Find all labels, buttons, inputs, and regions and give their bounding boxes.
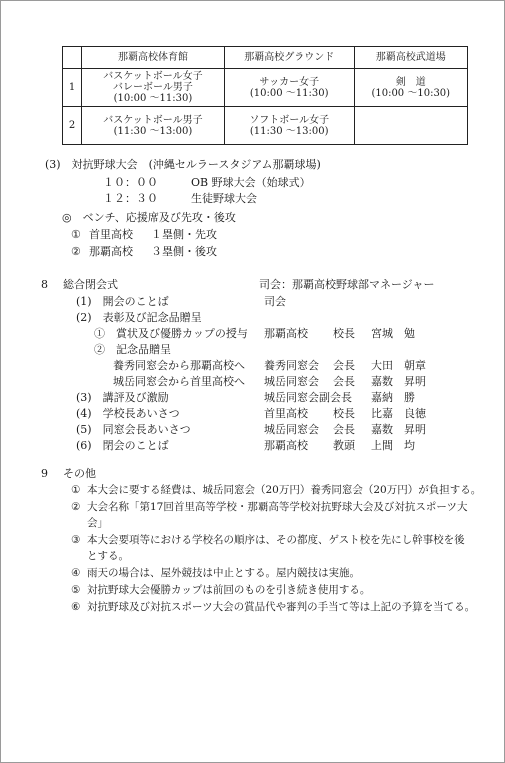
cell-line: (10:00 ～11:30) xyxy=(249,87,329,99)
cell-line: 剣 道 xyxy=(395,76,426,88)
note-text: 会」 xyxy=(87,517,108,529)
ceremony-item-col3: 会長 xyxy=(333,359,355,372)
note-text: 対抗野球大会優勝カップは前回のものを引き続き使用する。 xyxy=(87,584,371,596)
table-header-cell xyxy=(63,47,82,69)
ceremony-item-col4: 宮城 勉 xyxy=(371,327,415,340)
table-cell-num: 2 xyxy=(63,107,82,145)
ceremony-item-col4: 上間 均 xyxy=(371,439,415,452)
ceremony-item-col3: 会長 xyxy=(333,375,355,388)
note-mark: ⑤ xyxy=(71,584,81,596)
ceremony-item-col2: 那覇高校 xyxy=(264,439,308,452)
note-text: 本大会要項等における学校名の順序は、その都度、ゲスト校を先にし幹事校を後 xyxy=(87,534,465,546)
table-cell-ground xyxy=(224,69,354,107)
table-cell-gym xyxy=(82,69,225,107)
table-cell-dojo xyxy=(354,69,467,107)
ceremony-item-col2: 城岳同窓会 xyxy=(264,423,319,436)
table-cell-ground xyxy=(224,107,354,145)
section8-host: 司会：那覇高校野球部マネージャー xyxy=(259,278,435,291)
ceremony-item-col3: 校長 xyxy=(333,407,355,420)
ceremony-item-col4: 比嘉 良徳 xyxy=(371,407,426,420)
ceremony-item-col2: 首里高校 xyxy=(264,407,308,420)
ceremony-item-label: ① 賞状及び優勝カップの授与 xyxy=(94,327,248,340)
note-mark: ③ xyxy=(71,534,81,546)
bench-mark: ② xyxy=(71,245,81,258)
ceremony-item-col4: 嘉納 勝 xyxy=(371,391,415,404)
section9-title: その他 xyxy=(63,467,96,480)
cell-line: (10:00 ～10:30) xyxy=(371,87,451,99)
time-event: OB 野球大会（始球式） xyxy=(191,176,311,189)
time-label: １０：００ xyxy=(103,176,158,189)
ceremony-item-col2: 城岳同窓会 xyxy=(264,375,319,388)
section8-title: 総合閉会式 xyxy=(63,278,118,291)
ceremony-item-col4: 嘉数 昇明 xyxy=(371,375,426,388)
table-header-cell: 那覇高校グラウンド xyxy=(224,47,354,69)
cell-line: ソフトボール女子 xyxy=(249,114,330,126)
table-header-row xyxy=(63,47,468,69)
ceremony-item-label: (2) 表彰及び記念品贈呈 xyxy=(76,311,202,324)
note-mark: ⑥ xyxy=(71,601,81,613)
bench-info: ３塁側・後攻 xyxy=(151,245,217,258)
ceremony-item-label: 養秀同窓会から那覇高校へ xyxy=(113,359,245,372)
bench-info: １塁側・先攻 xyxy=(151,228,217,241)
cell-line: (11:30 ～13:00) xyxy=(249,125,329,137)
ceremony-item-col2: 養秀同窓会 xyxy=(264,359,319,372)
table-cell-gym xyxy=(82,107,225,145)
ceremony-item-col3: 教頭 xyxy=(333,439,355,452)
ceremony-item-label: (3) 講評及び激励 xyxy=(76,391,169,404)
cell-line: バスケットボール女子 xyxy=(103,71,203,82)
note-text: 雨天の場合は、屋外競技は中止とする。屋内競技は実施。 xyxy=(87,567,360,579)
time-label: １２：３０ xyxy=(103,192,158,205)
note-mark: ① xyxy=(71,484,81,496)
note-text: 対抗野球及び対抗スポーツ大会の賞品代や審判の手当て等は上記の予算を当てる。 xyxy=(87,601,476,613)
schedule-table xyxy=(62,46,468,145)
bench-mark: ① xyxy=(71,228,81,241)
ceremony-item-col2: 那覇高校 xyxy=(264,327,308,340)
ceremony-item-col2: 司会 xyxy=(264,295,286,308)
table-cell-dojo xyxy=(354,107,467,145)
ceremony-item-col3: 校長 xyxy=(333,327,355,340)
ceremony-item-col4: 嘉数 昇明 xyxy=(371,423,426,436)
table-row xyxy=(63,69,468,107)
cell-line: (10:00 ～11:30) xyxy=(113,93,193,104)
ceremony-item-col4: 大田 朝章 xyxy=(371,359,426,372)
bench-school: 那覇高校 xyxy=(89,245,133,258)
note-mark: ② xyxy=(71,501,81,513)
ceremony-item-label: (5) 同窓会長あいさつ xyxy=(76,423,191,436)
section3-title: (3) 対抗野球大会 (沖縄セルラースタジアム那覇球場) xyxy=(45,158,321,171)
note-mark: ④ xyxy=(71,567,81,579)
ceremony-item-label: (1) 開会のことば xyxy=(76,295,169,308)
bench-school: 首里高校 xyxy=(89,228,133,241)
cell-line: サッカー女子 xyxy=(259,76,320,88)
note-text: とする。 xyxy=(87,550,129,562)
ceremony-item-col3: 会長 xyxy=(333,423,355,436)
ceremony-item-label: 城岳同窓会から首里高校へ xyxy=(113,375,245,388)
cell-line: バスケットボール男子 xyxy=(103,114,203,126)
cell-line: (11:30 ～13:00) xyxy=(113,125,193,137)
ceremony-item-label: ② 記念品贈呈 xyxy=(94,343,171,356)
note-text: 本大会に要する経費は、城岳同窓会（20万円）養秀同窓会（20万円）が負担する。 xyxy=(87,484,482,496)
section8-number: 8 xyxy=(41,278,48,291)
cell-line: バレーボール男子 xyxy=(113,82,193,93)
ceremony-item-label: (6) 閉会のことば xyxy=(76,439,169,452)
bench-title: ◎ ベンチ、応援席及び先攻・後攻 xyxy=(62,211,236,224)
section9-number: 9 xyxy=(41,467,48,480)
ceremony-item-label: (4) 学校長あいさつ xyxy=(76,407,180,420)
note-text: 大会名称「第17回首里高等学校・那覇高等学校対抗野球大会及び対抗スポーツ大 xyxy=(87,501,468,513)
time-event: 生徒野球大会 xyxy=(191,192,257,205)
ceremony-item-col2: 城岳同窓会副会長 xyxy=(264,391,352,404)
table-header-cell: 那覇高校武道場 xyxy=(354,47,467,69)
table-cell-num: 1 xyxy=(63,69,82,107)
table-header-cell: 那覇高校体育館 xyxy=(82,47,225,69)
table-row xyxy=(63,107,468,145)
